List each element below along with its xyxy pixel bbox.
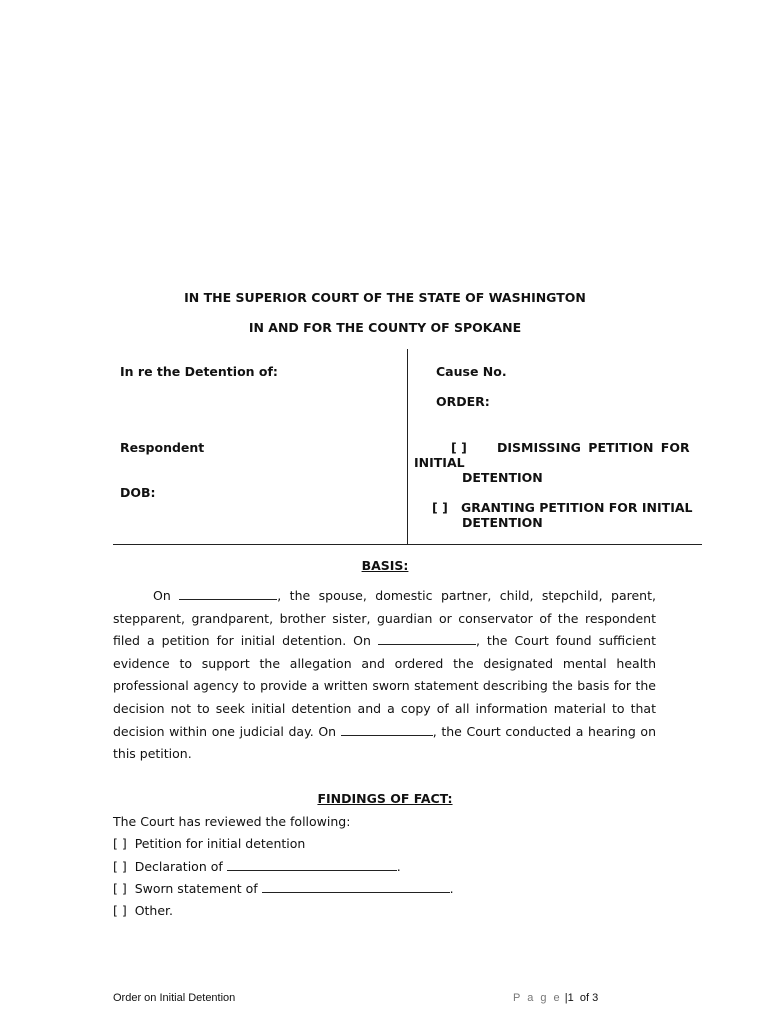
grant-option-line1: GRANTING PETITION FOR INITIAL [461,500,693,515]
dismiss-option-line2: INITIAL [414,455,465,470]
basis-paragraph [113,585,656,766]
declaration-of-blank[interactable] [227,858,397,871]
footer-page-number [513,992,598,1004]
basis-text-2: , the spouse, domestic partner, child, stepchild, parent, stepparent, grandparent, brother sister, guardian or conservator of the respondent filed a petition for initial detention. On [113,588,656,649]
findings-item [113,836,305,851]
footer-page-label: P a g e [513,992,562,1004]
findings-item [113,880,454,896]
findings-item-label: Other. [134,903,174,918]
petition-date-blank[interactable] [179,587,277,600]
order-label: ORDER: [436,394,490,409]
court-county: IN AND FOR THE COUNTY OF SPOKANE [248,320,522,335]
dismiss-option-line1: DISMISSING PETITION FOR [497,440,690,455]
caption-vertical-divider [407,349,408,545]
findings-checkbox[interactable]: [ ] [113,859,127,874]
findings-period: . [449,881,454,896]
court-title: IN THE SUPERIOR COURT OF THE STATE OF WASHINGTON [184,290,586,305]
basis-text-4: , the Court conducted a hearing on this petition. [113,723,656,762]
findings-item [113,858,401,874]
cause-no-label: Cause No. [436,364,507,379]
findings-item-label: Declaration of [134,859,223,874]
dismiss-option-line3: DETENTION [462,470,543,485]
findings-item-label: Sworn statement of [134,881,258,896]
findings-intro: The Court has reviewed the following: [113,814,351,829]
findings-checkbox[interactable]: [ ] [113,881,127,896]
findings-checkbox[interactable]: [ ] [113,836,127,851]
findings-checkbox[interactable]: [ ] [113,903,127,918]
in-re-label: In re the Detention of: [120,364,278,379]
findings-period: . [396,859,401,874]
footer-separator: | [564,992,568,1004]
footer-page-total: of 3 [579,992,599,1004]
grant-option-line2: DETENTION [462,515,543,530]
findings-item-label: Petition for initial detention [134,836,306,851]
dismiss-checkbox[interactable]: [ ] [451,440,467,455]
finding-date-blank[interactable] [378,632,476,645]
basis-heading: BASIS: [361,558,409,573]
dob-label: DOB: [120,485,156,500]
basis-text-1: On [153,588,171,603]
findings-item [113,903,173,918]
sworn-statement-of-blank[interactable] [262,880,450,893]
respondent-label: Respondent [120,440,205,455]
caption-bottom-rule [113,544,702,545]
basis-text-3: , the Court found sufficient evidence to support the allegation and ordered the designated mental health professional agency to provide a written sworn statement describing the basis for the decision not to seek initial detention and a copy of all information material to that decision within one judicial day. On [113,633,656,739]
findings-heading: FINDINGS OF FACT: [317,791,453,806]
hearing-date-blank[interactable] [341,723,433,736]
footer-document-title: Order on Initial Detention [113,992,236,1004]
grant-checkbox[interactable]: [ ] [432,500,448,515]
footer-current-page: 1 [567,992,574,1004]
